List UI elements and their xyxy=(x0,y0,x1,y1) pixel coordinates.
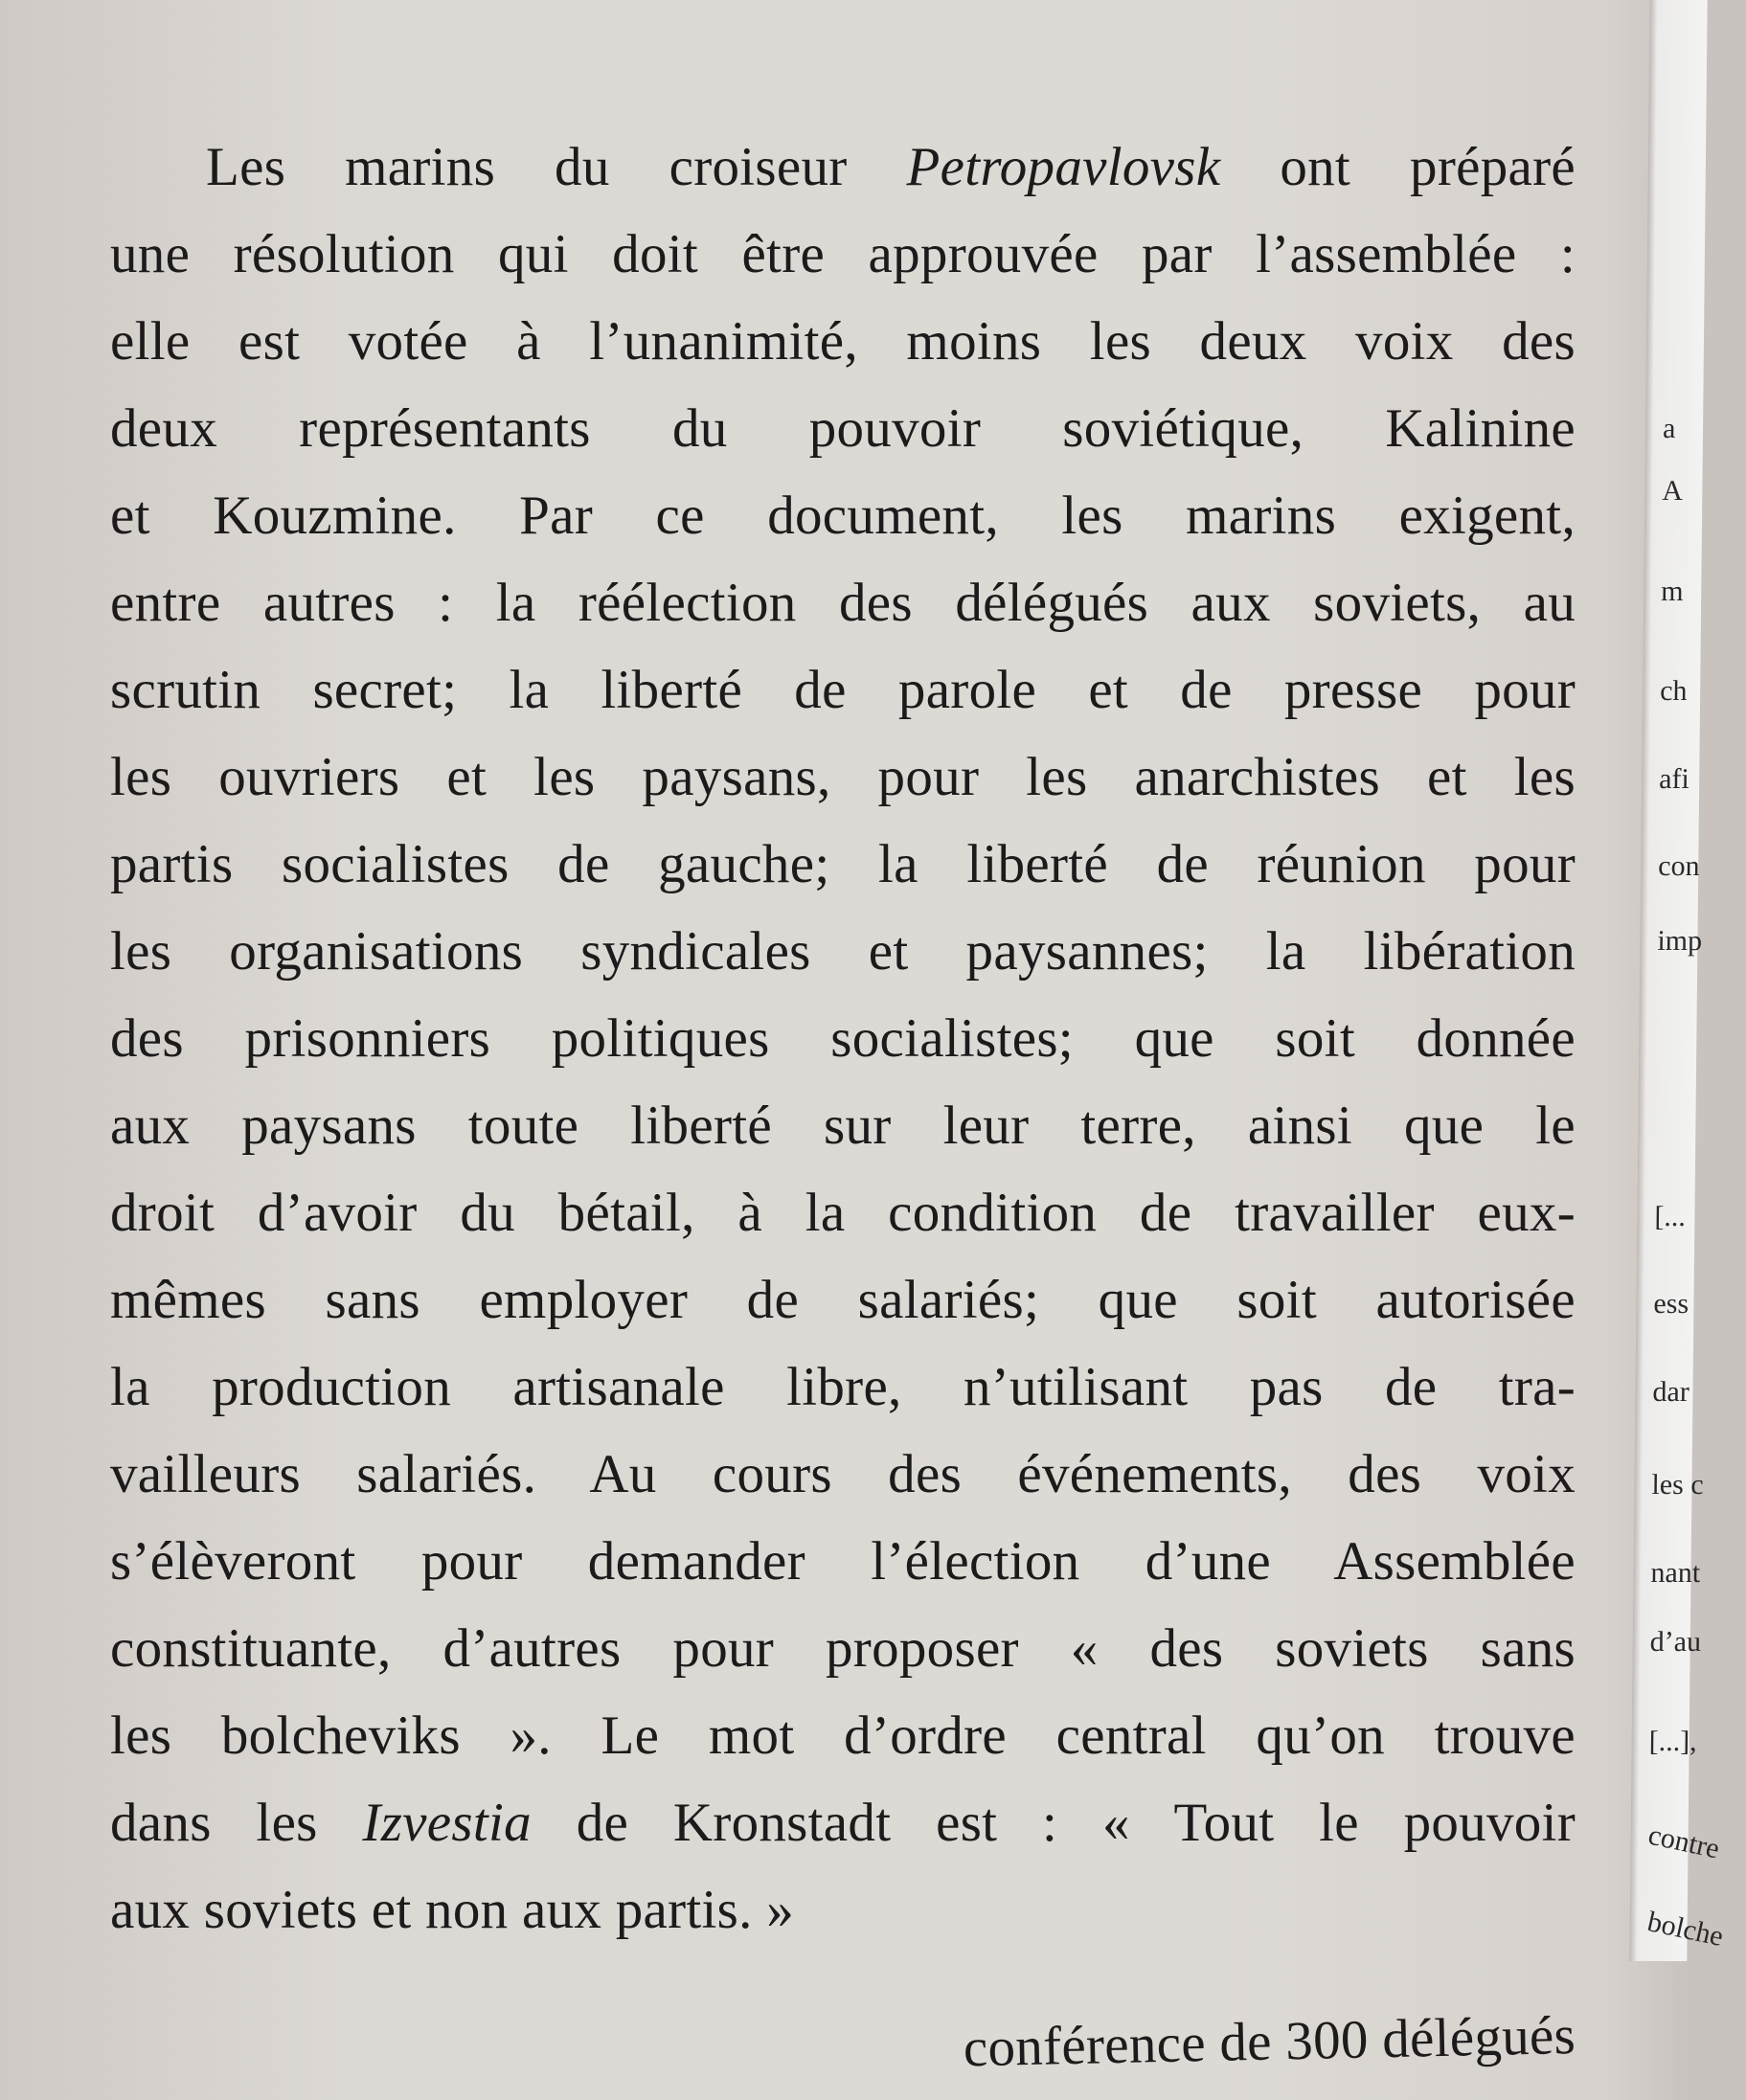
right-page-fragment: [...], xyxy=(1648,1726,1697,1757)
text-segment: une résolution qui doit être approuvée par l’assemblée : xyxy=(110,224,1576,284)
text-segment: ont préparé xyxy=(1220,137,1576,197)
text-line xyxy=(110,831,1576,898)
right-page-fragment: ch xyxy=(1659,675,1688,707)
right-page-fragment: a xyxy=(1662,413,1676,444)
text-segment: partis socialistes de gauche; la liberté de réunion pour xyxy=(110,834,1576,894)
text-line xyxy=(110,1005,1576,1073)
right-page-fragment: [... xyxy=(1654,1201,1687,1232)
text-segment: de Kronstadt est : « Tout le pouvoir xyxy=(531,1793,1576,1853)
text-line xyxy=(110,134,1576,201)
text-segment: aux soviets et non aux partis. » xyxy=(110,1880,795,1940)
text-line xyxy=(110,1093,1576,1160)
right-page-fragment: ess xyxy=(1653,1288,1689,1320)
text-segment: des prisonniers politiques socialistes; que soit donnée xyxy=(110,1008,1576,1069)
right-page-fragment: A xyxy=(1662,475,1684,507)
right-page-fragment: afi xyxy=(1659,763,1690,795)
right-page-fragment: contre xyxy=(1644,1818,1723,1865)
text-line xyxy=(110,221,1576,288)
text-segment: dans les xyxy=(110,1793,363,1853)
text-segment: elle est votée à l’unanimité, moins les deux voix des xyxy=(110,311,1576,372)
text-line xyxy=(110,570,1576,637)
text-segment: constituante, d’autres pour proposer « des soviets sans xyxy=(110,1618,1576,1679)
text-segment: et Kouzmine. Par ce document, les marins exigent, xyxy=(110,485,1576,546)
italic-title: Izvestia xyxy=(362,1793,532,1853)
text-line xyxy=(110,1267,1576,1334)
text-segment: mêmes sans employer de salariés; que soit autorisée xyxy=(110,1270,1576,1330)
text-line xyxy=(110,1354,1576,1421)
text-segment: deux représentants du pouvoir soviétique, Kalinine xyxy=(110,398,1576,459)
text-line xyxy=(110,1877,1576,1944)
text-segment: aux paysans toute liberté sur leur terre, ainsi que le xyxy=(110,1095,1576,1156)
text-segment: les ouvriers et les paysans, pour les anarchistes et les xyxy=(110,747,1576,807)
text-line xyxy=(110,1703,1576,1770)
text-line xyxy=(110,1528,1576,1595)
text-segment: s’élèveront pour demander l’élection d’une Assemblée xyxy=(110,1531,1576,1592)
right-page-fragment: les c xyxy=(1651,1469,1704,1501)
text-segment: vailleurs salariés. Au cours des événements, des voix xyxy=(110,1444,1576,1504)
right-page-fragment: d’au xyxy=(1649,1626,1702,1658)
right-page-fragment: imp xyxy=(1657,925,1703,957)
text-line xyxy=(110,918,1576,985)
text-line xyxy=(110,657,1576,724)
text-line xyxy=(110,1180,1576,1247)
text-line xyxy=(110,744,1576,811)
text-line xyxy=(110,483,1576,550)
text-line xyxy=(110,1615,1576,1682)
text-line xyxy=(110,395,1576,463)
text-line xyxy=(110,1790,1576,1857)
text-segment: les organisations syndicales et paysannes; la libération xyxy=(110,921,1576,982)
text-segment: scrutin secret; la liberté de parole et de presse pour xyxy=(110,660,1576,720)
text-segment: droit d’avoir du bétail, à la condition de travailler eux- xyxy=(110,1183,1576,1243)
text-segment: Les marins du croiseur xyxy=(206,137,907,197)
text-line xyxy=(110,308,1576,375)
text-line xyxy=(110,1441,1576,1508)
right-page-fragment: nant xyxy=(1650,1557,1701,1589)
right-page-edge xyxy=(1629,0,1727,1961)
right-page-fragment: bolche xyxy=(1644,1906,1727,1953)
text-segment: entre autres : la réélection des délégués aux soviets, au xyxy=(110,573,1576,633)
text-segment: conférence de 300 délégués xyxy=(963,2005,1576,2079)
text-line xyxy=(110,2002,1576,2100)
text-segment: la production artisanale libre, n’utilisant pas de tra- xyxy=(110,1357,1576,1417)
italic-title: Petropavlovsk xyxy=(906,137,1221,197)
right-page-fragment: m xyxy=(1661,576,1684,607)
text-segment: les bolcheviks ». Le mot d’ordre central qu’on trouve xyxy=(110,1705,1576,1766)
right-page-fragment: con xyxy=(1658,850,1700,882)
right-page-fragment: dar xyxy=(1652,1376,1689,1408)
